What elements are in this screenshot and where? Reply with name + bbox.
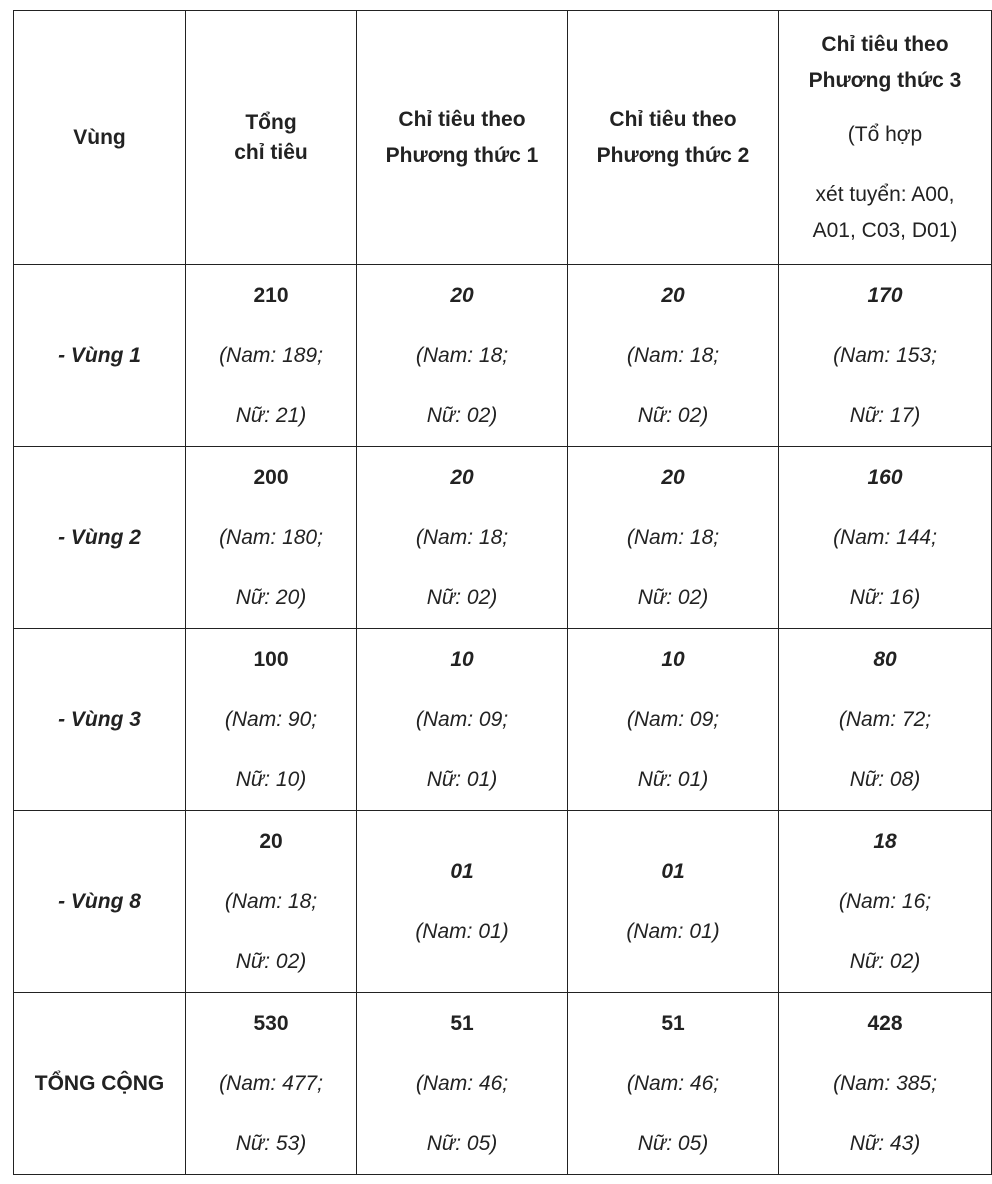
method2-cell xyxy=(568,447,779,629)
cell-male: (Nam: 144; xyxy=(833,525,937,549)
method2-cell xyxy=(568,629,779,811)
cell-value: 210 xyxy=(253,283,289,307)
method1-cell xyxy=(357,993,568,1175)
cell-female: Nữ: 02) xyxy=(637,585,709,609)
cell-female: Nữ: 17) xyxy=(849,403,921,427)
header-region-label: Vùng xyxy=(73,125,126,149)
region-cell: - Vùng 2 xyxy=(14,447,186,629)
total-cell xyxy=(186,447,357,629)
cell-female: Nữ: 02) xyxy=(849,949,921,973)
cell-value: 51 xyxy=(450,1011,474,1035)
total-region-cell: TỔNG CỘNG xyxy=(14,993,186,1175)
cell-value: 18 xyxy=(873,829,897,853)
region-cell: - Vùng 8 xyxy=(14,811,186,993)
cell-female: Nữ: 16) xyxy=(849,585,921,609)
cell-female: Nữ: 10) xyxy=(235,767,307,791)
cell-female: Nữ: 20) xyxy=(235,585,307,609)
cell-male: (Nam: 180; xyxy=(219,525,323,549)
header-method3-line-2: Phương thức 3 xyxy=(808,68,962,92)
cell-value: 80 xyxy=(873,647,897,671)
cell-female: Nữ: 02) xyxy=(426,585,498,609)
header-method3-line-1: Chỉ tiêu theo xyxy=(821,32,949,56)
header-region xyxy=(14,11,186,265)
method3-cell xyxy=(779,993,992,1175)
header-method1-line-2: Phương thức 1 xyxy=(385,143,539,167)
cell-value: 20 xyxy=(661,465,685,489)
total-cell xyxy=(186,811,357,993)
quota-table xyxy=(13,10,992,1175)
table-row xyxy=(14,629,992,811)
header-method3-note-3: A01, C03, D01) xyxy=(812,218,958,242)
total-row xyxy=(14,993,992,1175)
cell-male: (Nam: 46; xyxy=(626,1071,720,1095)
cell-value: 20 xyxy=(450,283,474,307)
cell-female: Nữ: 02) xyxy=(637,403,709,427)
header-method2-line-1: Chỉ tiêu theo xyxy=(609,107,737,131)
header-method3-note-2: xét tuyển: A00, xyxy=(815,182,955,206)
cell-value: 10 xyxy=(661,647,685,671)
method1-cell xyxy=(357,447,568,629)
cell-male: (Nam: 90; xyxy=(224,707,318,731)
cell-male: (Nam: 18; xyxy=(626,343,720,367)
cell-female: Nữ: 02) xyxy=(426,403,498,427)
header-total-line-1: Tổng xyxy=(245,110,297,134)
cell-male: (Nam: 01) xyxy=(626,919,720,943)
cell-value: 530 xyxy=(253,1011,289,1035)
region-cell: - Vùng 1 xyxy=(14,265,186,447)
cell-female: Nữ: 05) xyxy=(637,1131,709,1155)
cell-value: 170 xyxy=(867,283,903,307)
table-row xyxy=(14,265,992,447)
method3-cell xyxy=(779,629,992,811)
cell-value: 100 xyxy=(253,647,289,671)
cell-value: 01 xyxy=(450,859,474,883)
header-method1 xyxy=(357,11,568,265)
cell-male: (Nam: 01) xyxy=(415,919,509,943)
table-row xyxy=(14,447,992,629)
cell-male: (Nam: 16; xyxy=(838,889,932,913)
cell-value: 200 xyxy=(253,465,289,489)
cell-male: (Nam: 18; xyxy=(415,525,509,549)
cell-female: Nữ: 21) xyxy=(235,403,307,427)
cell-female: Nữ: 05) xyxy=(426,1131,498,1155)
method2-cell xyxy=(568,811,779,993)
cell-male: (Nam: 153; xyxy=(833,343,937,367)
cell-male: (Nam: 477; xyxy=(219,1071,323,1095)
header-method1-line-1: Chỉ tiêu theo xyxy=(398,107,526,131)
cell-male: (Nam: 72; xyxy=(838,707,932,731)
cell-female: Nữ: 43) xyxy=(849,1131,921,1155)
table-row xyxy=(14,811,992,993)
method1-cell xyxy=(357,629,568,811)
cell-male: (Nam: 46; xyxy=(415,1071,509,1095)
total-cell xyxy=(186,265,357,447)
header-method2-line-2: Phương thức 2 xyxy=(596,143,750,167)
cell-male: (Nam: 189; xyxy=(219,343,323,367)
cell-female: Nữ: 08) xyxy=(849,767,921,791)
cell-female: Nữ: 53) xyxy=(235,1131,307,1155)
header-total xyxy=(186,11,357,265)
cell-value: 160 xyxy=(867,465,903,489)
method1-cell xyxy=(357,811,568,993)
total-cell xyxy=(186,629,357,811)
cell-male: (Nam: 09; xyxy=(415,707,509,731)
header-method3 xyxy=(779,11,992,265)
cell-value: 20 xyxy=(661,283,685,307)
cell-female: Nữ: 02) xyxy=(235,949,307,973)
cell-male: (Nam: 09; xyxy=(626,707,720,731)
method1-cell xyxy=(357,265,568,447)
method2-cell xyxy=(568,265,779,447)
cell-value: 20 xyxy=(259,829,283,853)
cell-value: 428 xyxy=(867,1011,903,1035)
cell-value: 10 xyxy=(450,647,474,671)
method3-cell xyxy=(779,447,992,629)
header-total-line-2: chỉ tiêu xyxy=(234,140,308,164)
table-header-row xyxy=(14,11,992,265)
cell-male: (Nam: 18; xyxy=(626,525,720,549)
method3-cell xyxy=(779,811,992,993)
method3-cell xyxy=(779,265,992,447)
header-method3-note-1: (Tổ hợp xyxy=(847,122,923,146)
cell-value: 20 xyxy=(450,465,474,489)
header-method2 xyxy=(568,11,779,265)
cell-value: 51 xyxy=(661,1011,685,1035)
total-cell xyxy=(186,993,357,1175)
cell-male: (Nam: 385; xyxy=(833,1071,937,1095)
cell-male: (Nam: 18; xyxy=(224,889,318,913)
cell-female: Nữ: 01) xyxy=(637,767,709,791)
cell-value: 01 xyxy=(661,859,685,883)
cell-male: (Nam: 18; xyxy=(415,343,509,367)
cell-female: Nữ: 01) xyxy=(426,767,498,791)
method2-cell xyxy=(568,993,779,1175)
region-cell: - Vùng 3 xyxy=(14,629,186,811)
